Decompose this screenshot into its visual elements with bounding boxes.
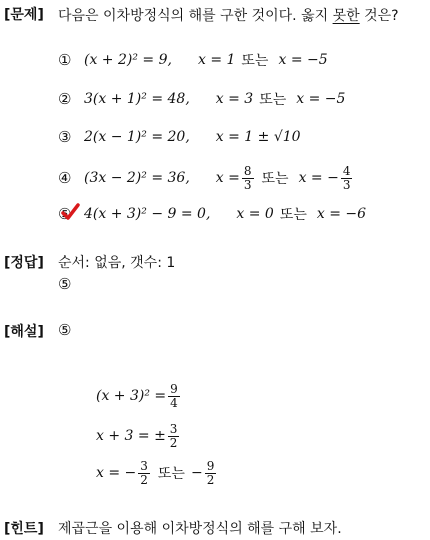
choice-number: ①	[58, 51, 72, 69]
choice-3[interactable]	[58, 125, 301, 149]
choice-solution-2: x = −6	[316, 206, 367, 222]
question-text	[58, 5, 399, 25]
choice-solution-1: x = 0	[236, 206, 274, 222]
fraction	[205, 460, 217, 487]
hint-tag: [힌트]	[4, 521, 44, 537]
choice-number: ③	[58, 128, 72, 146]
choice-separator: 또는	[241, 53, 269, 69]
answer-summary: 순서: 없음, 갯수: 1	[58, 255, 176, 271]
fraction-numerator: 8	[243, 163, 252, 178]
explanation-choice: ⑤	[58, 321, 72, 339]
question-prefix: 다음은 이차방정식의 해를 구한 것이다. 옳지	[58, 8, 333, 24]
choice-2[interactable]	[58, 87, 345, 111]
fraction-denominator: 2	[169, 435, 178, 450]
step-lhs: x + 3 = ±	[96, 428, 166, 444]
fraction-denominator: 3	[342, 177, 351, 192]
choice-solution-1: x = 1 ± √10	[215, 129, 301, 145]
fraction-denominator: 3	[243, 177, 252, 192]
step-minus: −	[190, 465, 203, 481]
choice-equation: 3(x + 1)² = 48,	[84, 91, 190, 107]
fraction-denominator: 2	[140, 472, 148, 487]
answer-choice: ⑤	[58, 275, 72, 293]
choice-equation: 2(x − 1)² = 20,	[84, 129, 190, 145]
choice-separator: 또는	[259, 92, 287, 108]
problem-tag: [문제]	[4, 7, 44, 23]
fraction-denominator: 4	[170, 395, 178, 410]
choice-solution-2-prefix: x = −	[298, 170, 339, 186]
step-lhs: (x + 3)² =	[96, 388, 167, 404]
solution-step-1	[96, 378, 182, 414]
hint-text: 제곱근을 이용해 이차방정식의 해를 구해 보자.	[58, 521, 342, 537]
checkmark-icon	[60, 202, 80, 222]
choice-equation: 4(x + 3)² − 9 = 0,	[84, 206, 211, 222]
choice-4[interactable]	[58, 160, 354, 196]
question-emphasis: 못한	[332, 8, 360, 24]
fraction	[168, 383, 180, 410]
fraction-denominator: 2	[206, 472, 215, 487]
choice-solution-1: x = 1	[197, 52, 236, 68]
choice-separator: 또는	[279, 207, 307, 223]
choice-solution-1-prefix: x =	[215, 170, 240, 186]
choice-number: ⑤	[58, 205, 72, 223]
fraction-numerator: 3	[169, 421, 178, 436]
choice-equation: (3x − 2)² = 36,	[84, 170, 190, 186]
choice-solution-2: x = −5	[278, 52, 328, 68]
choice-5[interactable]	[58, 202, 366, 226]
fraction	[138, 460, 150, 487]
fraction	[168, 423, 180, 450]
choice-number: ④	[58, 169, 72, 187]
fraction-numerator: 9	[170, 381, 178, 396]
step-separator: 또는	[157, 466, 185, 482]
fraction	[242, 165, 254, 192]
solution-step-3	[96, 455, 218, 491]
explanation-tag: [해설]	[4, 324, 44, 340]
solution-step-2	[96, 418, 181, 454]
choice-1[interactable]	[58, 48, 328, 72]
fraction-numerator: 4	[342, 163, 351, 178]
fraction-numerator: 9	[206, 458, 215, 473]
choice-number: ②	[58, 90, 72, 108]
choice-equation: (x + 2)² = 9,	[84, 52, 172, 68]
choice-separator: 또는	[261, 171, 289, 187]
step-lhs: x = −	[96, 465, 137, 481]
fraction	[341, 165, 353, 192]
question-suffix: 것은?	[359, 8, 399, 24]
choice-solution-2: x = −5	[296, 91, 346, 107]
answer-tag: [정답]	[4, 255, 44, 271]
fraction-numerator: 3	[140, 458, 148, 473]
choice-solution-1: x = 3	[215, 91, 254, 107]
